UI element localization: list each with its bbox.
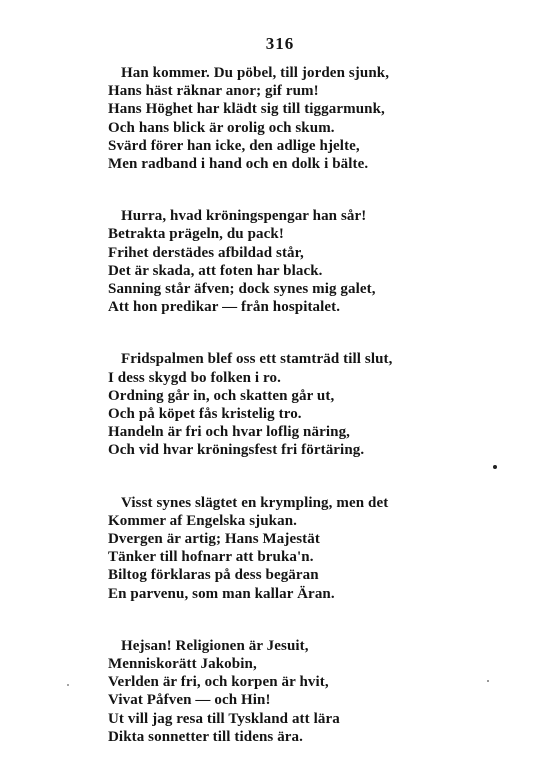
verse-line: Sanning står äfven; dock synes mig galet, <box>108 281 376 298</box>
verse-line: Tänker till hofnarr att bruka'n. <box>108 549 314 566</box>
verse-line: Handeln är fri och hvar loflig näring, <box>108 424 351 441</box>
verse-line: Frihet derstädes afbildad står, <box>108 244 304 261</box>
verse-line: Kommer af Engelska sjukan. <box>108 512 298 529</box>
stanza-2 <box>108 207 528 316</box>
verse-line: Betrakta prägeln, du pack! <box>108 226 284 243</box>
verse-line: Dikta sonnetter till tidens ära. <box>108 728 303 745</box>
ink-speck <box>493 465 497 469</box>
verse-line: Det är skada, att foten har black. <box>108 262 323 279</box>
verse-line: En parvenu, som man kallar Äran. <box>108 585 335 602</box>
verse-line: Hans häst räknar anor; gif rum! <box>108 83 319 100</box>
verse-line: Svärd förer han icke, den adlige hjelte, <box>108 137 360 154</box>
verse-line: Biltog förklaras på dess begäran <box>108 567 319 584</box>
poem <box>108 64 528 780</box>
verse-line: Ut vill jag resa till Tyskland att lära <box>108 710 340 727</box>
verse-line: Vivat Påfven — och Hin! <box>108 692 271 709</box>
stanza-1 <box>108 64 528 173</box>
verse-line: Visst synes slägtet en krympling, men det <box>121 494 389 511</box>
stanza-3 <box>108 350 528 459</box>
verse-line: Han kommer. Du pöbel, till jorden sjunk, <box>121 65 390 81</box>
verse-line: Att hon predikar — från hospitalet. <box>108 299 341 316</box>
stanza-4 <box>108 494 528 603</box>
verse-line: Hejsan! Religionen är Jesuit, <box>121 637 309 654</box>
verse-line: Och vid hvar kröningsfest fri förtäring. <box>108 442 365 459</box>
verse-line: Och på köpet fås kristelig tro. <box>108 406 302 423</box>
verse-line: Och hans blick är orolig och skum. <box>108 119 335 136</box>
verse-line: Ordning går in, och skatten går ut, <box>108 387 335 404</box>
verse-line: Hurra, hvad kröningspengar han sår! <box>121 208 367 225</box>
verse-line: Hans Höghet har klädt sig till tiggarmunk, <box>108 101 385 118</box>
ink-speck <box>67 684 69 686</box>
verse-line: Fridspalmen blef oss ett stamträd till slut, <box>121 351 393 368</box>
verse-line: Dvergen är artig; Hans Majestät <box>108 531 320 548</box>
stanza-5 <box>108 637 528 746</box>
verse-line: I dess skygd bo folken i ro. <box>108 369 281 386</box>
verse-line: Menniskorätt Jakobin, <box>108 656 257 673</box>
page-number: 316 <box>265 34 295 53</box>
ink-speck <box>487 680 489 682</box>
verse-line: Men radband i hand och en dolk i bälte. <box>108 156 369 173</box>
verse-line: Verlden är fri, och korpen är hvit, <box>108 674 329 691</box>
